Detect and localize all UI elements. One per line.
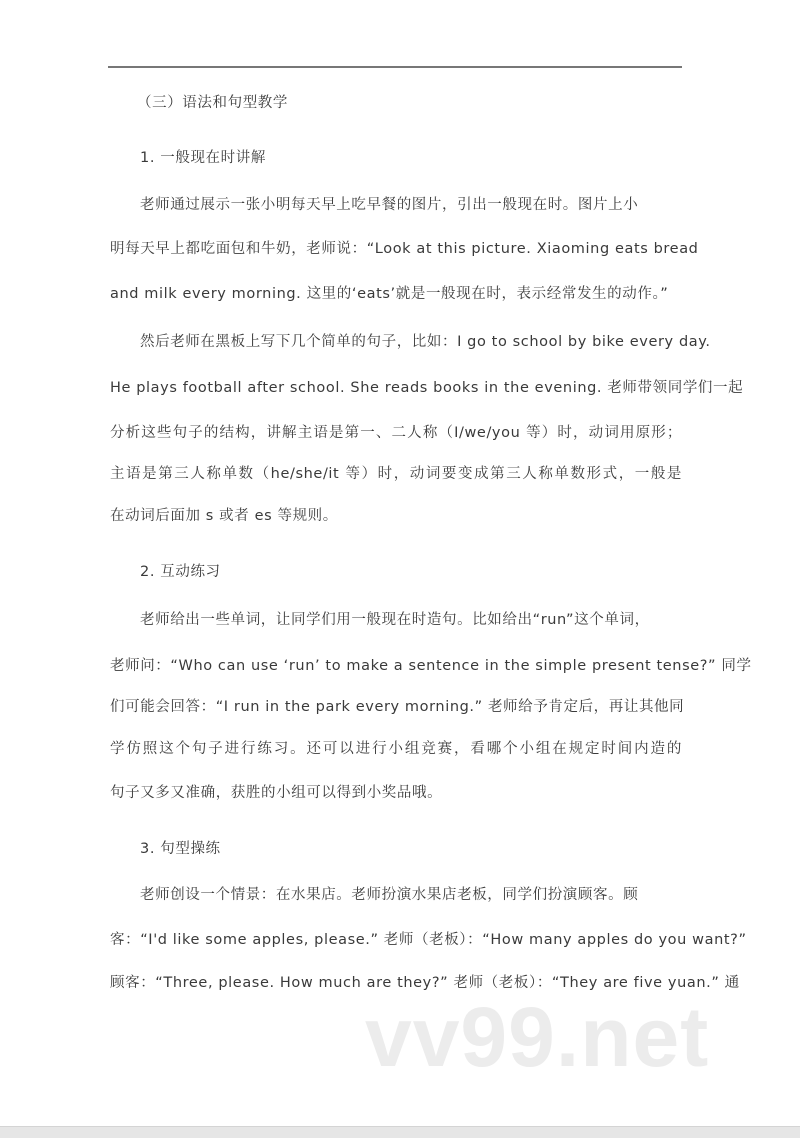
paragraph-line: 主语是第三人称单数（he/she/it 等）时，动词要变成第三人称单数形式，一般是 (110, 466, 682, 482)
paragraph-line: 老师问：“Who can use ‘run’ to make a sentence in the simple present tense?” 同学 (110, 658, 752, 674)
watermark: vv99.net (365, 990, 710, 1084)
paragraph-line: 句子又多又准确，获胜的小组可以得到小奖品哦。 (110, 785, 443, 801)
paragraph-line: 在动词后面加 s 或者 es 等规则。 (110, 508, 338, 524)
paragraph-line: and milk every morning. 这里的‘eats’就是一般现在时，表示经常发生的动作。” (110, 286, 669, 302)
paragraph-line: 明每天早上都吃面包和牛奶，老师说：“Look at this picture. Xiaoming eats bread (110, 241, 699, 257)
paragraph-line: 老师给出一些单词，让同学们用一般现在时造句。比如给出“run”这个单词， (140, 612, 650, 628)
header-rule (108, 66, 682, 68)
paragraph-line: 顾客：“Three, please. How much are they?” 老师（老板）：“They are five yuan.” 通 (110, 975, 740, 991)
heading-1: 1. 一般现在时讲解 (140, 150, 266, 166)
paragraph-line: 分析这些句子的结构，讲解主语是第一、二人称（I/we/you 等）时，动词用原形； (110, 425, 682, 441)
paragraph-line: 老师通过展示一张小明每天早上吃早餐的图片，引出一般现在时。图片上小 (140, 197, 639, 213)
section-title: （三）语法和句型教学 (137, 95, 288, 111)
page-bottom-edge (0, 1126, 800, 1138)
paragraph-line: 学仿照这个句子进行练习。还可以进行小组竞赛，看哪个小组在规定时间内造的 (110, 741, 682, 757)
paragraph-line: He plays football after school. She reads books in the evening. 老师带领同学们一起 (110, 380, 744, 396)
paragraph-line: 老师创设一个情景：在水果店。老师扮演水果店老板，同学们扮演顾客。顾 (140, 887, 639, 903)
paragraph-line: 们可能会回答：“I run in the park every morning.” 老师给予肯定后，再让其他同 (110, 699, 685, 715)
paragraph-line: 客：“I'd like some apples, please.” 老师（老板）：“How many apples do you want?” (110, 932, 747, 948)
heading-2: 2. 互动练习 (140, 564, 221, 580)
heading-3: 3. 句型操练 (140, 841, 221, 857)
paragraph-line: 然后老师在黑板上写下几个简单的句子，比如：I go to school by bike every day. (140, 334, 711, 350)
